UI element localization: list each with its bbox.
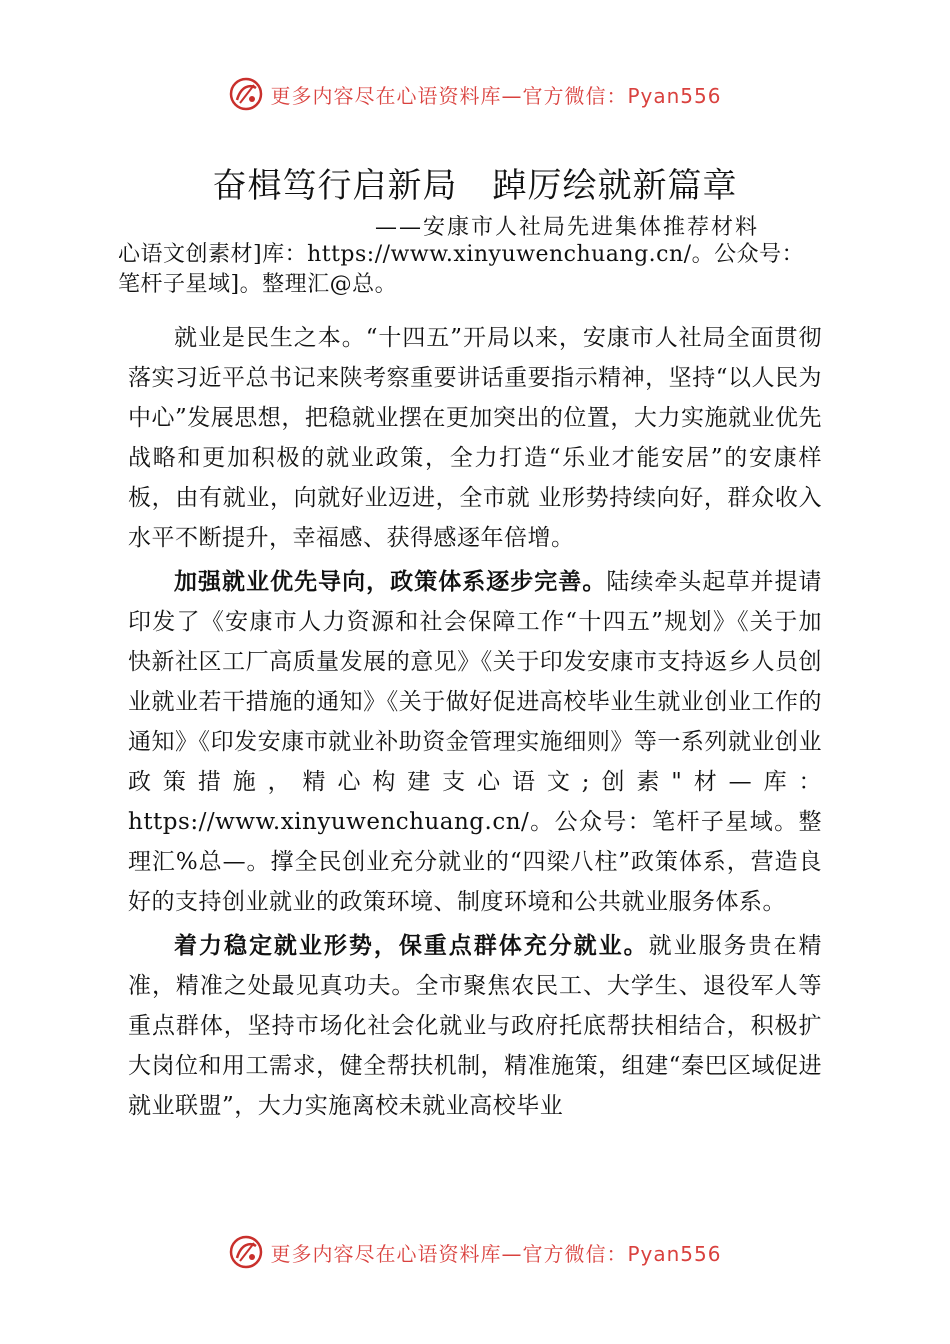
header-banner-text: 更多内容尽在心语资料库—官方微信：Pyan556 — [270, 83, 722, 108]
footer-banner-text: 更多内容尽在心语资料库—官方微信：Pyan556 — [270, 1241, 722, 1266]
brand-logo-icon — [228, 76, 264, 112]
footer-banner — [0, 1230, 950, 1274]
paragraph-1 — [128, 318, 822, 558]
paragraph-3-body: 就业服务贵在精准，精准之处最见真功夫。全市聚焦农民工、大学生、退役军人等重点群体，坚持市场化社会化就业与政府托底帮扶相结合，积极扩大岗位和用工需求，健全帮扶机制，精准施策，组建“秦巴区域促进就业联盟”，大力实施离校未就业高校毕业 — [128, 933, 823, 1119]
watermark-line-1: 心语文创素材]库：https://www.xinyuwenchuang.cn/。公众号： — [118, 242, 805, 267]
paragraph-1-body: 就业是民生之本。“十四五”开局以来，安康市人社局全面贯彻落实习近平总书记来陕考察重要讲话重要指示精神，坚持“以人民为中心”发展思想，把稳就业摆在更加突出的位置，大力实施就业优先战略和更加积极的就业政策，全力打造“乐业才能安居”的安康样板，由有就业，向就好业迈进，全市就 业形势持续向好，群众收入水平不断提升，幸福感、获得感逐年倍增。 — [128, 325, 822, 551]
brand-logo-icon — [228, 1234, 264, 1270]
document-title: 奋楫笃行启新局 踔厉绘就新篇章 — [212, 166, 738, 206]
header-banner — [0, 72, 950, 116]
paragraph-2-body: 陆续牵头起草并提请印发了《安康市人力资源和社会保障工作“十四五”规划》《关于加快新社区工厂高质量发展的意见》《关于印发安康市支持返乡人员创业就业若干措施的通知》《关于做好促进高校毕业生就业创业工作的通知》《印发安康市就业补助资金管理实施细则》等一系列就业创业政策措施，精心构建支心语文;创素"材—库：https://www.xinyuwenchuang.cn/。公众号：笔杆子星域。整理汇%总—。撑全民创业充分就业的“四梁八柱”政策体系，营造良好的支持创业就业的政策环境、制度环境和公共就业服务体系。 — [128, 569, 823, 915]
paragraph-2 — [128, 562, 822, 922]
paragraph-3 — [128, 926, 822, 1126]
document-subtitle: ——安康市人社局先进集体推荐材料 — [375, 215, 760, 240]
paragraph-3-lead: 着力稳定就业形势，保重点群体充分就业。 — [174, 932, 649, 959]
watermark-line-2: 笔杆子星域]。整理汇@总。 — [118, 272, 398, 297]
paragraph-2-lead: 加强就业优先导向，政策体系逐步完善。 — [174, 568, 607, 595]
document-body — [128, 318, 822, 1126]
